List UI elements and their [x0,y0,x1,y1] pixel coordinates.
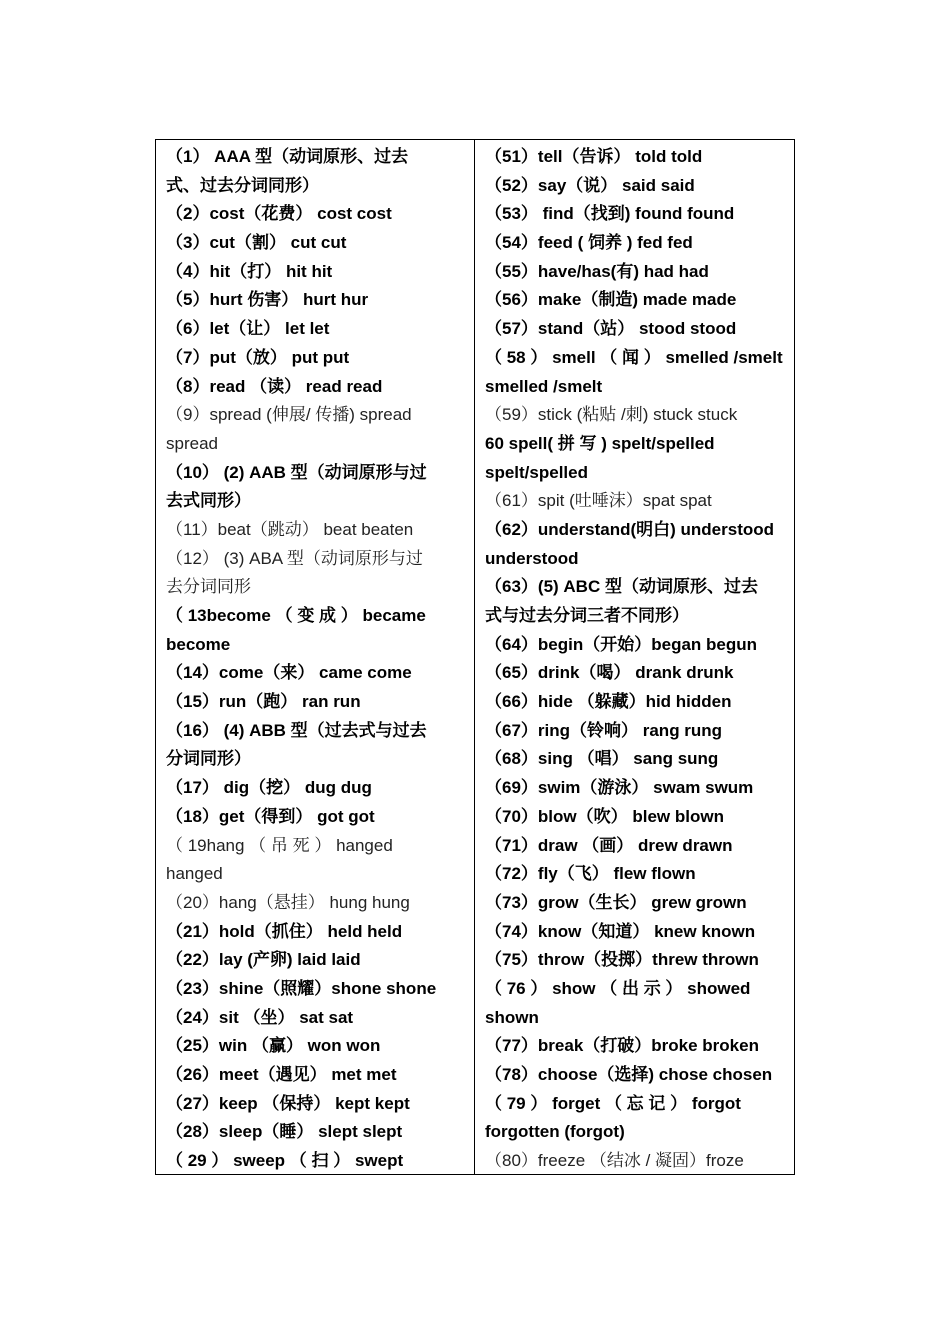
verb-line: （54）feed ( 饲养 ) fed fed [485,233,693,253]
verb-line: （26）meet（遇见） met met [166,1065,397,1084]
verb-line: （4）hit（打） hit hit [166,261,333,281]
verb-line: （7）put（放） put put [166,347,350,367]
verb-line: forgotten (forgot) [485,1122,625,1142]
verb-line: （51）tell（告诉） told told [485,147,703,166]
verb-line: （ 76 ） show （ 出 示 ） showed [485,978,751,998]
verb-line: （64）begin（开始）began begun [485,634,758,654]
verb-line: （14）come（来） came come [166,663,412,683]
verb-line: become [166,634,231,654]
verb-line: spread [166,433,218,453]
verb-line: （71）draw （画） drew drawn [485,835,733,855]
verb-line: （63）(5) ABC 型（动词原形、过去 [485,577,758,597]
verb-line: （2）cost（花费） cost cost [166,204,392,224]
verb-line: （55）have/has(有) had had [485,261,709,281]
verb-line: （ 29 ） sweep （ 扫 ） swept [166,1151,404,1171]
verb-line: （72）fly（飞） flew flown [485,864,696,884]
verb-line: （ 79 ） forget （ 忘 记 ） forgot [485,1093,741,1113]
verb-line: 分词同形） [166,749,251,769]
verb-line: （74）know（知道） knew known [485,921,756,941]
verb-line: （25）win （赢） won won [166,1036,381,1056]
verb-line: （62）understand(明白) understood [485,519,775,539]
verb-line: shown [485,1007,539,1027]
verb-line: （21）hold（抓住） held held [166,921,403,941]
verb-line: （22）lay (产卵) laid laid [166,950,361,970]
verb-line: （69）swim（游泳） swam swum [485,778,754,798]
verb-line: 60 spell( 拼 写 ) spelt/spelled [485,433,715,453]
verb-line: （20）hang（悬挂） hung hung [166,892,410,912]
verb-line: understood [485,548,579,568]
verb-line: （53） find（找到) found found [485,204,735,224]
verb-line: （78）choose（选择) chose chosen [485,1065,773,1084]
verb-line: （9）spread (伸展/ 传播) spread [166,405,412,425]
verb-line: （28）sleep（睡） slept slept [166,1122,403,1142]
verb-line: （23）shine（照耀）shone shone [166,978,437,998]
verb-line: （57）stand（站） stood stood [485,319,737,339]
verb-line: （67）ring（铃响） rang rung [485,720,723,740]
verb-line: （1） AAA 型（动词原形、过去 [166,147,409,166]
verb-line: （12） (3) ABA 型（动词原形与过 [166,548,423,568]
verb-line: （16） (4) ABB 型（过去式与过去 [166,720,427,740]
verb-line: （73）grow（生长） grew grown [485,892,747,912]
verb-line: （52）say（说） said said [485,175,695,195]
verb-line: （77）break（打破）broke broken [485,1036,759,1056]
verb-line: 式、过去分词同形） [166,175,319,195]
verb-line: （3）cut（割） cut cut [166,233,347,253]
verb-line: （18）get（得到） got got [166,806,375,826]
left-column [156,140,475,1174]
verb-line: （17） dig（挖） dug dug [166,778,372,798]
verb-line: （6）let（让） let let [166,319,330,339]
verb-line: 式与过去分词三者不同形） [485,606,689,625]
verb-line: （61）spit (吐唾沫）spat spat [485,491,712,511]
verb-line: spelt/spelled [485,462,588,482]
verb-line: （70）blow（吹） blew blown [485,806,724,826]
verb-line: （27）keep （保持） kept kept [166,1093,410,1113]
verb-line: （80）freeze （结冰 / 凝固）froze [485,1151,744,1171]
verb-line: （11）beat（跳动） beat beaten [166,519,414,539]
verb-line: （ 19hang （ 吊 死 ） hanged [166,835,393,855]
verb-line: （8）read （读） read read [166,376,383,396]
verb-line: （59）stick (粘贴 /刺) stuck stuck [485,405,738,425]
verb-line: （ 13become （ 变 成 ） became [166,606,426,625]
verb-line: （68）sing （唱） sang sung [485,749,719,769]
verb-line: （75）throw（投掷）threw thrown [485,950,759,970]
verb-line: （24）sit （坐） sat sat [166,1007,354,1027]
verb-line: （5）hurt 伤害） hurt hur [166,290,369,310]
verb-line: hanged [166,864,223,884]
verb-line: 去式同形） [166,491,251,511]
verb-table [155,139,795,1175]
verb-line: （66）hide （躲藏）hid hidden [485,692,732,712]
verb-line: （ 58 ） smell （ 闻 ） smelled /smelt [485,347,783,367]
verb-line: smelled /smelt [485,376,603,396]
verb-line: 去分词同形 [166,577,251,597]
verb-line: （65）drink（喝） drank drunk [485,663,734,683]
verb-line: （10） (2) AAB 型（动词原形与过 [166,462,427,482]
verb-line: （56）make（制造) made made [485,290,737,310]
right-column [475,140,794,1174]
verb-line: （15）run（跑） ran run [166,692,361,712]
